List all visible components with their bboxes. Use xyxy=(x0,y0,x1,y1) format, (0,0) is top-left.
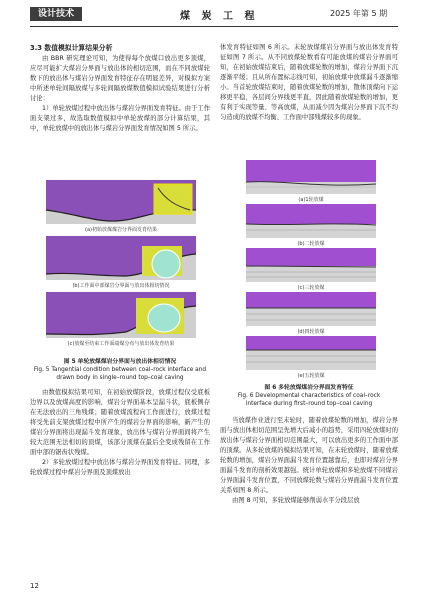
right-column-bottom xyxy=(220,416,398,506)
fig6-panel-b-image xyxy=(246,204,376,238)
fig5-sub-b: (b)工作面中部煤岩分界面与放出体相切情况 xyxy=(72,283,170,289)
page-number: 12 xyxy=(30,582,39,590)
fig5-panel-c xyxy=(46,292,196,338)
fig5-sub-c: (c)放煤至结束工作面端煤分布与放出体发育结果 xyxy=(67,341,175,347)
fig6-sub-a: (a)1轮放煤 xyxy=(298,197,324,203)
left-column-top xyxy=(30,43,210,134)
paragraph: 2）多轮放煤过程中放出体与煤岩分界面发育特征。同理，多轮放煤过程中煤岩分界面及顶煤放出 xyxy=(30,459,210,476)
fig6-panel-d xyxy=(246,292,376,326)
fig6-caption xyxy=(220,384,398,408)
fig6-panel-c xyxy=(246,248,376,282)
fig5-caption-en: Fig. 5 Tangential condition between coal–rock interface and drawn body in single–round top–coal caving xyxy=(33,367,207,381)
fig6-panel-a-image xyxy=(246,160,376,194)
figure-6 xyxy=(226,160,396,378)
fig6-sub-c: (c)三轮放煤 xyxy=(297,285,325,291)
fig6-panel-d-image xyxy=(246,292,376,326)
fig5-panel-b xyxy=(46,236,196,280)
fig6-panel-c-image xyxy=(246,248,376,282)
page-header xyxy=(0,0,427,30)
fig6-caption-cn: 图 6 多轮放煤煤岩分界面发育特征 xyxy=(264,385,354,391)
fig6-sub-e: (e)五轮放煤 xyxy=(297,373,325,379)
section-title: 3.3 数值模拟计算结果分析 xyxy=(30,44,113,52)
fig6-panel-b xyxy=(246,204,376,238)
fig5-panel-c-image xyxy=(46,292,196,338)
paragraph: 体发育特征如图 6 所示。末轮放煤煤岩分界面与放出体发育特征如图 7 所示。从不同放煤轮数看有可能放煤的煤岩分界面可知，在初始放煤结束后，随着放煤轮数的增加，煤岩分界面下沉逐渐平缓；且从所布置标志线可知，初始放煤中放煤漏斗逐渐缩小。当首轮放煤结束时，随着放煤轮数的增加，散体顶煤向下运移更平稳，各层间分界线更平直，因此随着放煤轮数的增加，更有利于实现等量、等高放煤，从而减少因为煤岩分界面下沉不均匀造成的放煤不均衡、工作面中部残煤较多的现象。 xyxy=(220,44,398,121)
fig6-sub-d: (d)四轮放煤 xyxy=(297,329,325,335)
paragraph: 由图 8 可知，多轮放煤能够削弱水平分段层放 xyxy=(232,497,360,504)
paragraph: 由 BBR 研究理论可知，为使得每个放煤口放出更多顶煤，应尽可能扩大煤岩分界面与放出体的相切范围，而在不同放煤轮数下的放出体与煤岩分界面发育特征存在明显差异，对模拟方案中所述单轮间隔放煤与多轮间隔放煤数值模拟试验结果进行分析讨论： xyxy=(30,55,210,102)
section-badge: 设计技术 xyxy=(30,7,82,21)
fig6-panel-e-image xyxy=(246,336,376,370)
fig6-caption-en1: Fig. 6 Developmental characteristics of coal–rock xyxy=(237,393,381,399)
fig5-panel-a-image xyxy=(46,180,196,224)
fig5-panel-b-image xyxy=(46,236,196,280)
fig5-sub-a: (a)初始放煤煤岩分界面发育结果 xyxy=(85,227,157,233)
paragraph: 当放煤作业进行至末轮时，随着放煤轮数的增加，煤岩分界面与放出体相切范围呈先增大后减小的趋势，采用四轮放煤时的放出体与煤岩分界面相切范围最大，可以放出更多的工作面中部的顶煤。从多轮放煤的模拟结果可知，在末轮放煤时，随着放煤轮数的增加，煤岩分界面漏斗发育位置越靠后，也即对煤岩分界面漏斗发育的剖析效果越强。统计单轮放煤和多轮放煤不同煤岩分界面漏斗发育位置，不同放煤轮数与煤岩分界面漏斗发育位置关系如图 8 所示。 xyxy=(220,417,398,494)
fig5-caption xyxy=(30,358,210,382)
fig5-panel-a xyxy=(46,180,196,224)
fig6-caption-en2: interface during first–round top–coal caving xyxy=(245,401,373,407)
header-rule xyxy=(30,26,398,27)
fig6-panel-e xyxy=(246,336,376,370)
fig5-caption-cn: 图 5 单轮放煤煤岩分界面与放出体相切情况 xyxy=(63,359,177,365)
paragraph: 1）单轮放煤过程中放出体与煤岩分界面发育特征。由于工作面支架过多，故选取数值模拟中单轮放煤的部分计算结果，其中，单轮放煤中的放出体与煤岩分界面发育情况如图 5 所示。 xyxy=(30,105,210,132)
issue-info: 2025 年第 5 期 xyxy=(330,9,388,18)
fig6-panel-a xyxy=(246,160,376,194)
fig6-sub-b: (b)二轮放煤 xyxy=(297,241,325,247)
figure-5 xyxy=(36,180,206,352)
journal-title: 煤 炭 工 程 xyxy=(180,11,259,22)
right-column-top xyxy=(220,43,398,123)
left-column-bottom xyxy=(30,388,210,478)
paragraph: 由数值模拟结果可知，在初始放煤阶段，放煤过程仅受底板边界以及放煤高度的影响，煤岩分界面基本呈漏斗状，底板侧存在无法放出的三角残煤；随着放煤流程向工作面进行，放煤过程将受先前支架放煤过程中所产生的煤岩分界面的影响，新产生的煤岩分界面将出现漏斗发育现象，放出体与煤岩分界面间将产生较大范围无法相切的顶煤，该部分顶煤在最后全变成残留在工作面中部的锯齿状残煤。 xyxy=(30,389,210,456)
